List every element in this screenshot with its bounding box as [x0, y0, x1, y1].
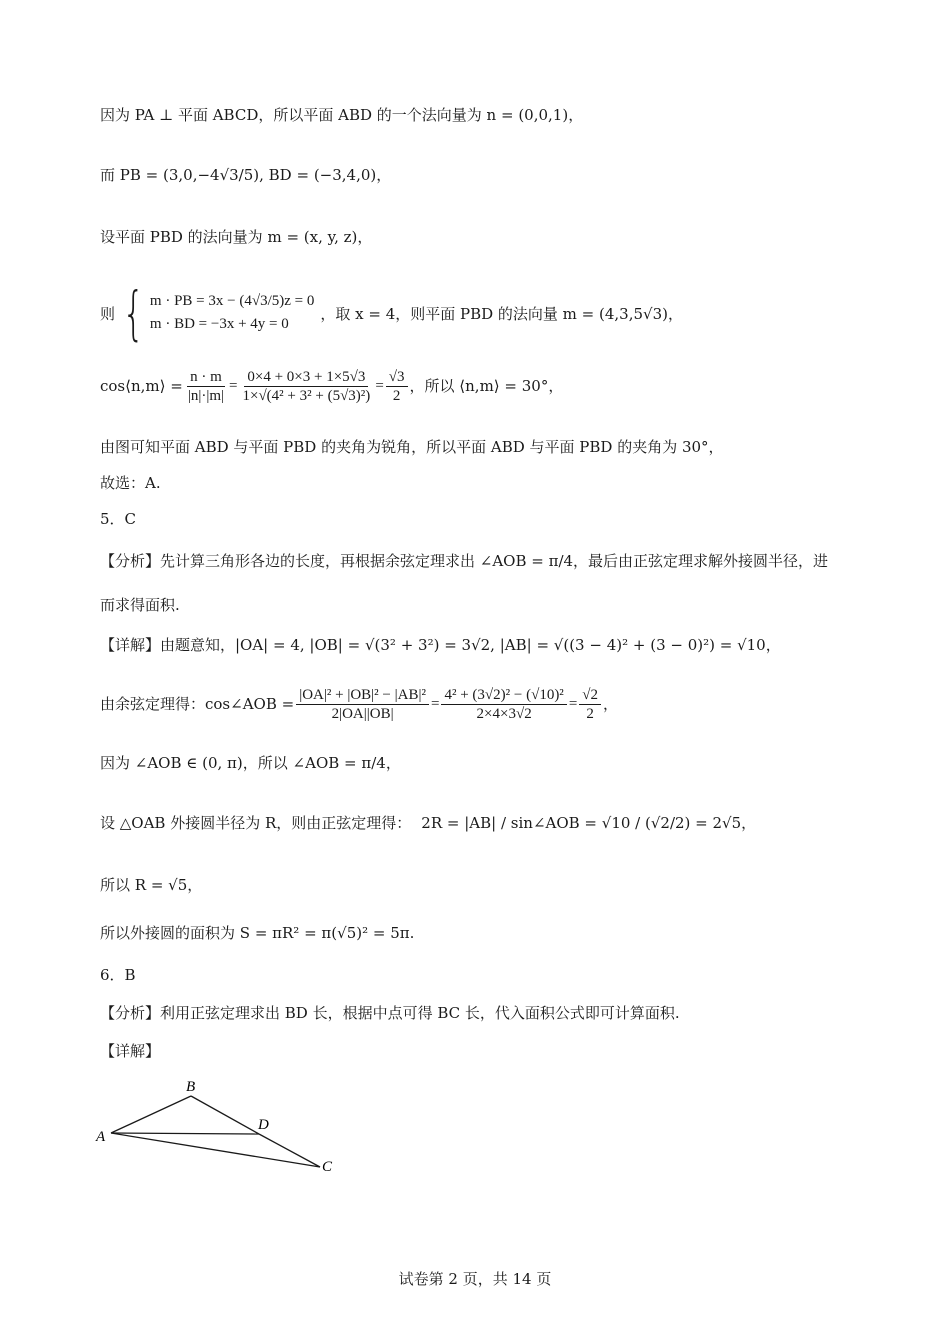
denominator: 2×4×3√2: [476, 706, 532, 722]
sine-prefix: 设 △OAB 外接圆半径为 R，则由正弦定理得：: [100, 814, 412, 832]
numerator: √2: [579, 686, 601, 705]
numerator: 0×4 + 0×3 + 1×5√3: [244, 368, 368, 387]
equation-suffix: ，取 x = 4，则平面 PBD 的法向量 m = (4,3,5√3)，: [320, 304, 683, 323]
detail-text: 【详解】由题意知，|OA| = 4, |OB| = √(3² + 3²) = 3√2, |AB| = √((3 − 4)² + (3 − 0)²) = √10，: [100, 636, 781, 654]
fraction: [441, 686, 566, 723]
cos-line: cos⟨n,m⟩ = $\frac{n \cdot m}{|n|\cdot|m|}$ = $\frac{0\times 4 + 0\times 3 + 1\times 5√3}{\text{1×√(4² + 3² + (5√3)²)}}$ = $\frac{√3}{2}$ ，所以 ⟨n,m⟩ = 30°，: [100, 369, 564, 404]
label-d: D: [258, 1117, 269, 1133]
equation-row: m · BD = −3x + 4y = 0: [149, 316, 289, 332]
text-line: 而 PB = (3,0,−4√3/5), BD = (−3,4,0)，: [100, 166, 392, 184]
cosine-prefix: 由余弦定理得：cos∠AOB =: [100, 694, 295, 713]
segment-ad: [111, 1133, 259, 1134]
fraction: [185, 368, 227, 405]
numerator: |OA|² + |OB|² − |AB|²: [296, 686, 429, 705]
equation-system: [100, 279, 683, 347]
denominator: 2: [586, 706, 594, 722]
segment-bd: [191, 1096, 259, 1134]
text-line: 因为 ∠AOB ∈ (0, π)，所以 ∠AOB = π/4，: [100, 754, 401, 772]
cos-suffix: ，所以 ⟨n,m⟩ = 30°，: [409, 376, 564, 395]
label-c: C: [322, 1159, 333, 1175]
question-heading: 5．C: [100, 510, 137, 528]
text-line: 设平面 PBD 的法向量为 m = (x, y, z)，: [100, 228, 373, 246]
question-heading: 6．B: [100, 966, 136, 984]
triangle-figure: [90, 1072, 350, 1182]
denominator: 1×√(4² + 3² + (5√3)²): [242, 388, 371, 404]
left-brace: {: [122, 279, 145, 347]
numerator: √3: [386, 368, 408, 387]
text-line: 因为 PA ⊥ 平面 ABCD，所以平面 ABD 的一个法向量为 n = (0,0,1)，: [100, 106, 584, 124]
text-line: 由图可知平面 ABD 与平面 PBD 的夹角为锐角，所以平面 ABD 与平面 PBD 的夹角为 30°，: [100, 438, 724, 456]
denominator: |n|·|m|: [187, 388, 225, 404]
numerator: n · m: [187, 368, 225, 387]
label-a: A: [96, 1129, 106, 1145]
page-footer: 试卷第 2 页，共 14 页: [398, 1270, 552, 1288]
text-line: 故选：A.: [100, 474, 161, 492]
text-line: 所以 R = √5，: [100, 876, 203, 894]
segment-ab: [111, 1096, 191, 1133]
cos-lhs: cos⟨n,m⟩ =: [100, 376, 183, 395]
analysis-text: 【分析】利用正弦定理求出 BD 长，根据中点可得 BC 长，代入面积公式即可计算面积.: [100, 1004, 680, 1022]
sine-law-line: [100, 814, 756, 834]
equation-prefix: 则: [100, 304, 116, 323]
denominator: 2: [392, 388, 401, 404]
equation-row: m · PB = 3x − (4√3/5)z = 0: [149, 293, 315, 309]
cosine-law-line: 由余弦定理得：cos∠AOB = $\frac{\text{|OA|² + |OB|² − |AB|²}}{2|OA||OB|}$ = $\frac{\text{4² + (3√2)² − (√10)²}}{2\times 4\times 3√2}$ = $\frac{√2}{2}$ ，: [100, 687, 619, 722]
label-b: B: [186, 1079, 196, 1095]
sine-expression: 2R = |AB| / sin∠AOB = √10 / (√2/2) = 2√5，: [421, 814, 757, 832]
denominator: 2|OA||OB|: [331, 706, 394, 722]
analysis-text: 【分析】先计算三角形各边的长度，再根据余弦定理求出 ∠AOB = π/4，最后由正弦定理求解外接圆半径，进: [100, 552, 829, 570]
numerator: 4² + (3√2)² − (√10)²: [441, 686, 566, 705]
fraction: [296, 686, 429, 723]
fraction: [386, 368, 408, 405]
fraction: [579, 686, 601, 723]
analysis-text: 而求得面积.: [100, 596, 180, 614]
detail-text: 【详解】: [100, 1042, 161, 1060]
fraction: [239, 368, 373, 405]
text-line: 所以外接圆的面积为 S = πR² = π(√5)² = 5π.: [100, 924, 415, 942]
